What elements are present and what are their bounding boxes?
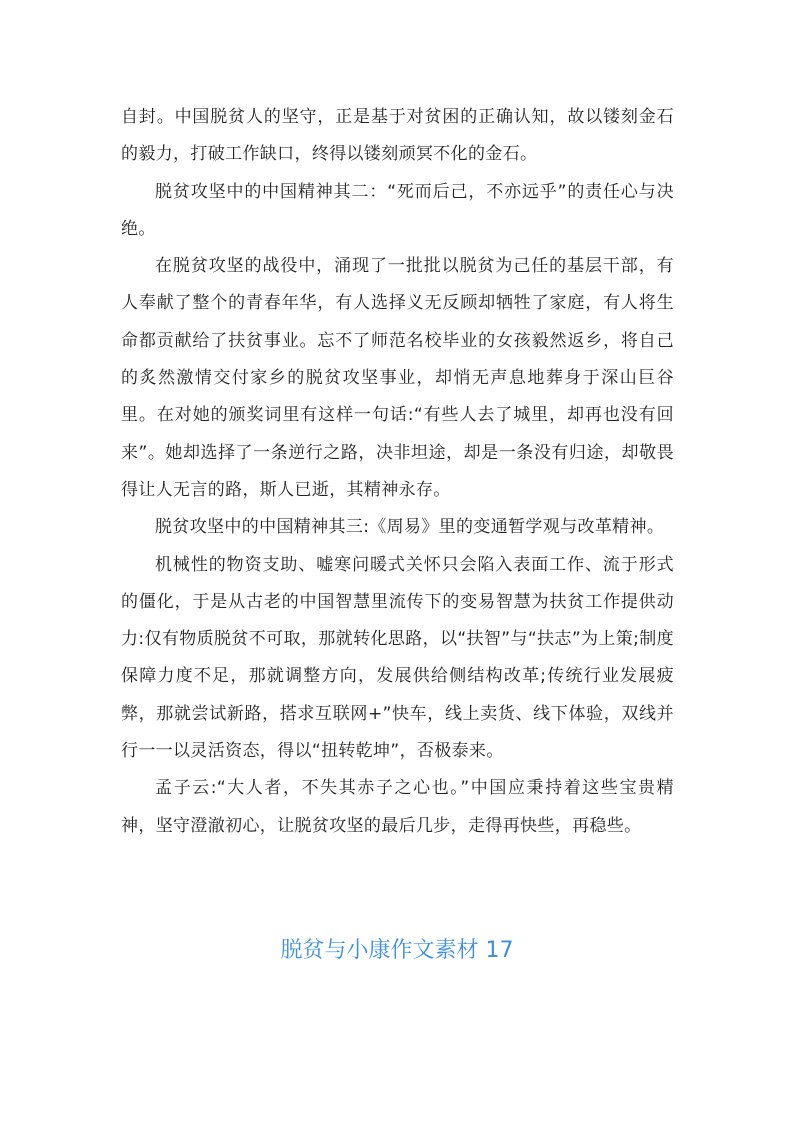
paragraph-reform-wisdom: 机械性的物资支助、嘘寒问暖式关怀只会陷入表面工作、流于形式的僵化，于是从古老的中国智慧里流传下的变易智慧为扶贫工作提供动力:仅有物质脱贫不可取，那就转化思路，以“扶智”与“扶志”为上策;制度保障力度不足，那就调整方向，发展供给侧结构改革;传统行业发展疲弊，那就尝试新路，搭求互联网+”快车，线上卖货、线下体验，双线并行一一以灵活资态，得以“扭转乾坤”，否极泰来。	[121, 554, 674, 762]
paragraph-spirit-two-heading: 脱贫攻坚中的中国精神其二：“死而后己，不亦远乎”的责任心与决绝。	[121, 181, 674, 239]
document-body	[121, 99, 674, 845]
paragraph-spirit-three-heading: 脱贫攻坚中的中国精神其三:《周易》里的变通暂学观与改革精神。	[155, 517, 665, 538]
paragraph-continuation: 自封。中国脱贫人的坚守，正是基于对贫困的正确认知，故以镂刻金石的毅力，打破工作缺口，终得以镂刻顽冥不化的金石。	[121, 107, 674, 165]
section-title: 脱贫与小康作文素材 17	[280, 938, 514, 963]
paragraph-grassroots-cadres: 在脱贫攻坚的战役中，涌现了一批批以脱贫为己任的基层干部，有人奉献了整个的青春年华，有人选择义无反顾却牺牲了家庭，有人将生命都贡献给了扶贫事业。忘不了师范名校毕业的女孩毅然返乡，将自己的炙然激情交付家乡的脱贫攻坚事业，却悄无声息地葬身于深山巨谷里。在对她的颁奖词里有这样一句话:“有些人去了城里，却再也没有回来”。她却选择了一条逆行之路，决非坦途，却是一条没有归途，却敬畏得让人无言的路，斯人已逝，其精神永存。	[121, 256, 674, 500]
paragraph-mencius-conclusion: 孟子云:“大人者，不失其赤子之心也。”中国应秉持着这些宝贵精神，坚守澄澈初心，让脱贫攻坚的最后几步，走得再快些，再稳些。	[121, 778, 674, 836]
